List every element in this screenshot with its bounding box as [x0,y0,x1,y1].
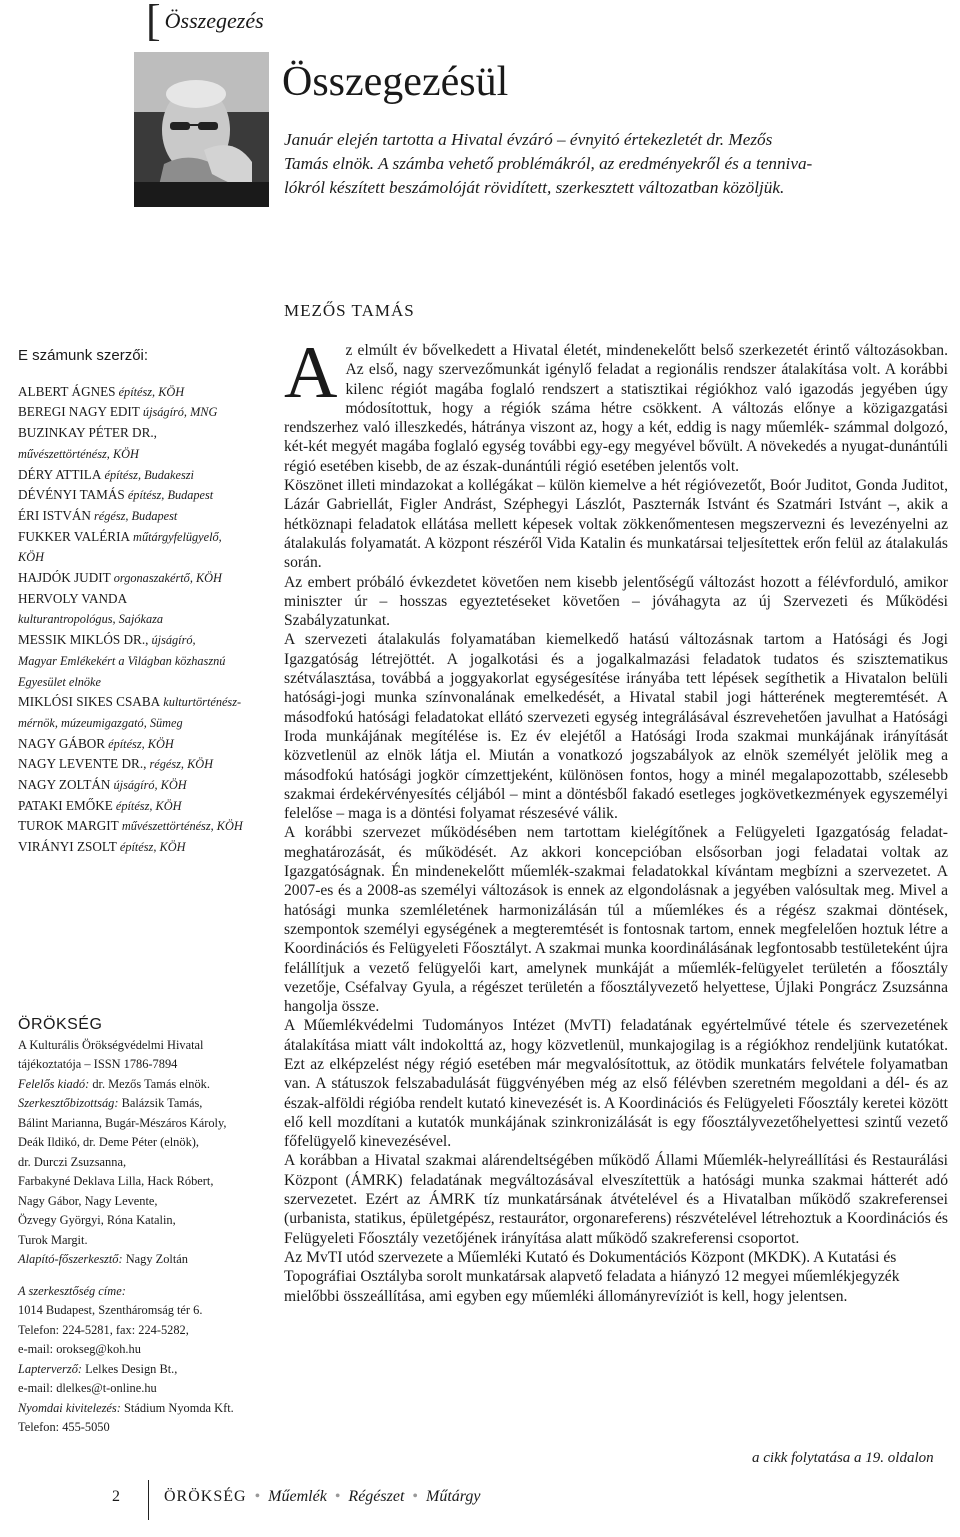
imprint-line [18,1036,258,1056]
imprint-text: Farbakyné Deklava Lilla, Hack Róbert, [18,1174,214,1188]
author-role: építész, KÖH [115,384,185,399]
author-role: újságíró, MNG [139,405,218,420]
imprint-line [18,1094,258,1114]
article-paragraph: z elmúlt év bővelkedett a Hivatal életét, mindenekelőtt belső szerkezetét érintő változásokban. Az első, nagy szervezőmunkát igénylő feladat a regionális rendszer átalakítása volt. A korábbi kilenc régiót magába foglaló rendszert a statisztikai régiókhoz való igazodás jegyében úgy módosítottuk, hogy a régiók száma hétre csökkent. A változás előnye a közigazgatási rendszerhez való illeszkedés, hátránya viszont az, hogy a két, eddig is nagy műemlék- számmal dolgozó, két-két megyét magába foglaló egység további egy-egy megyével bővült. A növekedés a nyugat-dunántúli régió esetében kisebb, de az észak-dunántúli régió esetében jelentős volt. [284,342,948,475]
imprint-text: dr. Mezős Tamás elnök. [89,1076,210,1091]
author-entry [18,527,250,568]
section-tag [146,0,264,45]
author-entry [18,589,250,610]
lead-line: Január elején tartotta a Hivatal évzáró – évnyitó értekezletét dr. Mezős [284,130,773,149]
author-name: BEREGI NAGY EDIT [18,404,140,420]
author-list [18,382,250,858]
article-paragraph: A korábbi szervezet működésében nem tartottam kielégítőnek a Felügyeleti Igazgatóság feladat-meghatározását, és működését. Az akkori koncepcióban elsősorban jogi feladatai voltak az Igazgatóságnak. Én mindenekelőtt műemlék-szakmai feladatokkal kívántam megbízni a szervezetet. A 2007-es és a 2008-as személyi változások is ennek az elgondolásnak a jegyében valósultak meg. Mivel a hatósági munka szemléletének harmonizálásán túl a műemlékes és a régész szakmai döntések, szempontok személyi egységének a megteremtését is fontosnak tartom, ennek megfelelően hoztuk létre a Koordinációs és Felügyeleti Főosztályt. A szakmai munka koordinálásának legfontosabb testületeként újra felállítjuk a vezető felügyelői kart, amelynek munkáját a műemlék-felügyelet területén a főosztály vezetője, Cséfalvay Gyula, a régészet területén a főosztályvezető helyettese, Újlaki Pongrácz Zsuzsánna hangolja össze. [284,824,948,1016]
imprint-label: Nyomdai kivitelezés: [18,1400,121,1415]
author-role: orgonaszakértő, KÖH [110,571,222,586]
author-role: régész, KÖH [146,757,214,772]
imprint-line [18,1133,258,1153]
contributors-sidebar [18,346,250,858]
author-name: VIRÁNYI ZSOLT [18,839,117,855]
author-byline: MEZŐS TAMÁS [284,301,415,320]
imprint-line [18,1282,258,1302]
footer-separator: • [334,1488,341,1505]
imprint-text: Stádium Nyomda Kft. [120,1400,234,1415]
footer-magazine: ÖRÖKSÉG [164,1488,247,1505]
article-paragraph: A Műemlékvédelmi Tudományos Intézet (MvTI) feladatának egyértelművé tétele és szervezetének átalakítása miatt vált indokolttá az, hogy közvetlenül, munkajogilag is a régiókhoz rendeljünk kutatókat. Ezt az elképzelést négy régió esetében már megvalósítottuk, az ötödik munkatárs felvétele folyamatban van. A státuszok felszabadulását függvényében még az első félévben szeretném megoldani a dél- és az észak-alföldi régióba rendelt kutató kinevezését is. A Koordinációs és Felügyeleti Főosztály keretei között elő kell mozdítani a kutatók munkájának szinkronizálását is egy főosztályvezetőhelyettesi szintű vezető főfelügyelő kinevezésével. [284,1017,948,1151]
imprint-line [18,1418,258,1438]
imprint-line [18,1399,258,1419]
author-role: építész, Budakeszi [101,467,194,482]
author-entry [18,485,250,506]
lead-line: Tamás elnök. A számba vehető problémákról, az eredményekről és a tenniva- [284,154,813,173]
imprint-lines [18,1036,258,1270]
footer-separator: • [254,1488,261,1505]
author-name: DÉRY ATTILA [18,466,102,482]
author-entry [18,568,250,589]
imprint-text: e-mail: dlelkes@t-online.hu [18,1381,157,1395]
imprint-text: Nagy Gábor, Nagy Levente, [18,1193,158,1208]
article-paragraph: Az embert próbáló évkezdetet követően nem kisebb jelentőségű változást hozott a félévforduló, amikor miniszter úr – hosszas egyeztetéseket követően – jóváhagyta az új Szervezeti és Működési Szabályzatunkat. [284,573,948,630]
author-name: PATAKI EMŐKE [18,797,113,813]
author-entry [18,382,250,403]
author-entry [18,713,250,734]
author-name: MIKLÓSI SIKES CSABA [18,694,161,710]
author-name: ÉRI ISTVÁN [18,507,91,523]
author-entry [18,692,250,713]
section-tag-label: Összegezés [164,8,264,33]
continuation-note: a cikk folytatása a 19. oldalon [752,1450,934,1466]
imprint-line [18,1075,258,1095]
author-name: DÉVÉNYI TAMÁS [18,487,125,503]
author-role: művészettörténész, KÖH [118,819,243,834]
imprint-line [18,1340,258,1360]
author-name: NAGY ZOLTÁN [18,777,111,793]
imprint-text: 1014 Budapest, Szentháromság tér 6. [18,1303,203,1317]
author-role: kulturantropológus, Sajókaza [18,612,164,627]
imprint-line [18,1379,258,1399]
imprint-line [18,1192,258,1212]
author-entry [18,630,250,651]
author-entry [18,651,250,672]
page-number: 2 [112,1488,120,1505]
page-title: Összegezésül [282,59,509,105]
imprint-gap [18,1270,258,1282]
imprint-text: dr. Durczi Zsuzsanna, [18,1154,127,1169]
author-entry [18,609,250,630]
author-name: NAGY LEVENTE DR., [18,756,147,772]
imprint-line [18,1114,258,1134]
imprint-line [18,1231,258,1251]
imprint-block [18,1015,258,1438]
author-entry [18,796,250,817]
imprint-line [18,1211,258,1231]
author-name: NAGY GÁBOR [18,735,106,751]
author-role: mérnök, múzeumigazgató, Sümeg [18,715,183,730]
author-name: ALBERT ÁGNES [18,383,116,399]
article-body [284,332,948,1306]
imprint-text: e-mail: orokseg@koh.hu [18,1342,141,1356]
imprint-text: Lelkes Design Bt., [82,1361,178,1376]
bracket-glyph: [ [146,0,161,45]
author-role: építész, KÖH [105,736,174,751]
author-name: HERVOLY VANDA [18,590,128,606]
page-footer [112,1480,632,1520]
footer-section: Régészet [348,1488,405,1505]
imprint-label: Felelős kiadó: [18,1076,90,1091]
article-paragraph: A korábban a Hivatal szakmai alárendeltségében működő Állami Műemlék-helyreállítási és Restaurálási Központ (ÁMRK) feladatának megváltozásával elveszítettük a hatósági munka szakmai hátterét adó szervezetet. Ezért az ÁMRK tíz munkatársának átvételével és a Hivatalban működő szakreferensei (urbanista, statikus, épületgépész, restaurátor, orgonareferens) részvételével létrehoztuk a Koordinációs és Felügyeleti Főosztály vezetőjének irányítása alatt működő szakreferensi csoportot. [284,1152,948,1247]
article-paragraph: Köszönet illeti mindazokat a kollégákat – külön kiemelve a hét régióvezetőt, Boór Juditot, Gonda Juditot, Lázár Gabriellát, Figler Andrást, Széphegyi Lászlót, Paszternák Istvánt és Szatmári Istvánt –, akik a hétköznapi feladatok ellátása mellett képesek voltak zökkenőmentesen megszervezni és levezényelni az átalakulás folyamatát. A központ részéről Vida Katalin és munkatársai teljesítettek erőn felül az átalakulás során. [284,477,948,572]
author-entry [18,775,250,796]
imprint-text: Turok Margit. [18,1232,88,1247]
imprint-text: Nagy Zoltán [122,1252,189,1266]
imprint-line [18,1153,258,1173]
imprint-line [18,1055,258,1075]
contributors-heading: E számunk szerzői: [18,347,149,364]
imprint-text: Özvegy Györgyi, Róna Katalin, [18,1213,176,1227]
imprint-label: Szerkesztőbizottság: [18,1096,119,1110]
author-entry [18,465,250,486]
author-role: Magyar Emlékekért a Világban közhasznú [18,653,226,668]
footer-section: Műemlék [268,1488,327,1505]
lead-line: lókról készített beszámolóját rövidített, szerkesztett változatban közöljük. [284,178,785,197]
author-entry [18,816,250,837]
author-entry [18,506,250,527]
author-role: újságíró, [148,633,196,648]
imprint-magazine-name: ÖRÖKSÉG [18,1016,103,1033]
imprint-text: Telefon: 224-5281, fax: 224-5282, [18,1322,189,1337]
imprint-line [18,1360,258,1380]
lead-paragraph [284,128,946,200]
drop-cap: A [284,332,338,414]
author-role: kulturtörténész- [160,695,242,710]
author-entry [18,402,250,423]
footer-separator: • [412,1488,419,1505]
imprint-address [18,1282,258,1438]
author-name: HAJDÓK JUDIT [18,570,111,586]
footer-title [164,1488,481,1506]
imprint-text: A Kulturális Örökségvédelmi Hivatal [18,1037,204,1052]
footer-section: Műtárgy [426,1488,481,1505]
article-paragraph: A szervezeti átalakulás folyamatában kiemelkedő hatású változásnak tartom a Hatósági és Jogi Igazgatóság létrejöttét. A jogalkotási és a jogalkalmazási feladatok tudatos és szisztematikus szétválasztása, továbbá a joggyakorlat egységesítése irányába tett lépések segíthetik a Hivatalon belüli hatósági-jogi munka színvonalának emelkedését, a Hivatal stabil jogi hátterének megteremtését. A másodfokú hatósági feladatokat ellátó szervezeti egység integrálásával észrevehetően javulhat a Hatósági Iroda munkájának megítélése is. Ez év elejétől a Hatósági Iroda szakmai munkájának irányítását közvetlenül az elnök látja el. Miután a vonatkozó jogszabályok az elnök személyét jelölik meg a másodfokú hatósági jogkör címzettjeként, különösen fontos, hogy a minél megalapozottabb, szélesebb szakmai érdekérvényesítés céljából – mint a döntésből fakadó esetleges jogkövetkezmények egyszemélyi felelőse – maga is a döntési folyamat részesévé válik. [284,631,948,823]
author-role: műtárgyfelügyelő, KÖH [18,529,222,565]
author-name: MESSIK MIKLÓS DR., [18,632,149,648]
imprint-text: Balázsik Tamás, [118,1096,203,1110]
author-role: Egyesület elnöke [18,674,101,689]
imprint-label: Lapterverző: [18,1361,83,1376]
author-name: BUZINKAY PÉTER DR., [18,425,157,441]
author-name: TUROK MARGIT [18,818,119,834]
footer-divider [148,1480,149,1520]
author-role: építész, KÖH [116,840,186,855]
article-paragraph: Az MvTI utód szervezete a Műemléki Kutató és Dokumentációs Központ (MKDK). A Kutatási és Topográfiai Osztályba sorolt munkatársak alapvető feladata a hiányzó 12 megyei műemlékjegyzék mielőbbi összeállítása, ami egyben egy műemléki állományrevíziót is kell, hogy jelentsen. [284,1248,900,1305]
author-entry [18,672,250,693]
author-role: régész, Budapest [90,508,178,523]
author-role: építész, KÖH [112,798,182,813]
author-role: művészettörténész, KÖH [18,446,139,461]
imprint-line [18,1250,258,1270]
imprint-text: Telefon: 455-5050 [18,1420,110,1434]
imprint-text: Deák Ildikó, dr. Deme Péter (elnök), [18,1135,199,1149]
author-entry [18,754,250,775]
imprint-label: A szerkesztőség címe: [18,1283,126,1298]
author-entry [18,444,250,465]
imprint-line [18,1321,258,1341]
author-name: FUKKER VALÉRIA [18,528,130,544]
author-role: építész, Budapest [124,488,214,503]
portrait-illustration [134,52,269,207]
imprint-text: Bálint Marianna, Bugár-Mészáros Károly, [18,1115,227,1130]
author-portrait [134,52,269,207]
author-entry [18,837,250,858]
imprint-line [18,1172,258,1192]
author-role: újságíró, KÖH [110,778,187,793]
imprint-text: tájékoztatója – ISSN 1786-7894 [18,1057,178,1071]
author-entry [18,734,250,755]
imprint-line [18,1301,258,1321]
author-entry [18,423,250,444]
imprint-label: Alapító-főszerkesztő: [18,1252,123,1266]
